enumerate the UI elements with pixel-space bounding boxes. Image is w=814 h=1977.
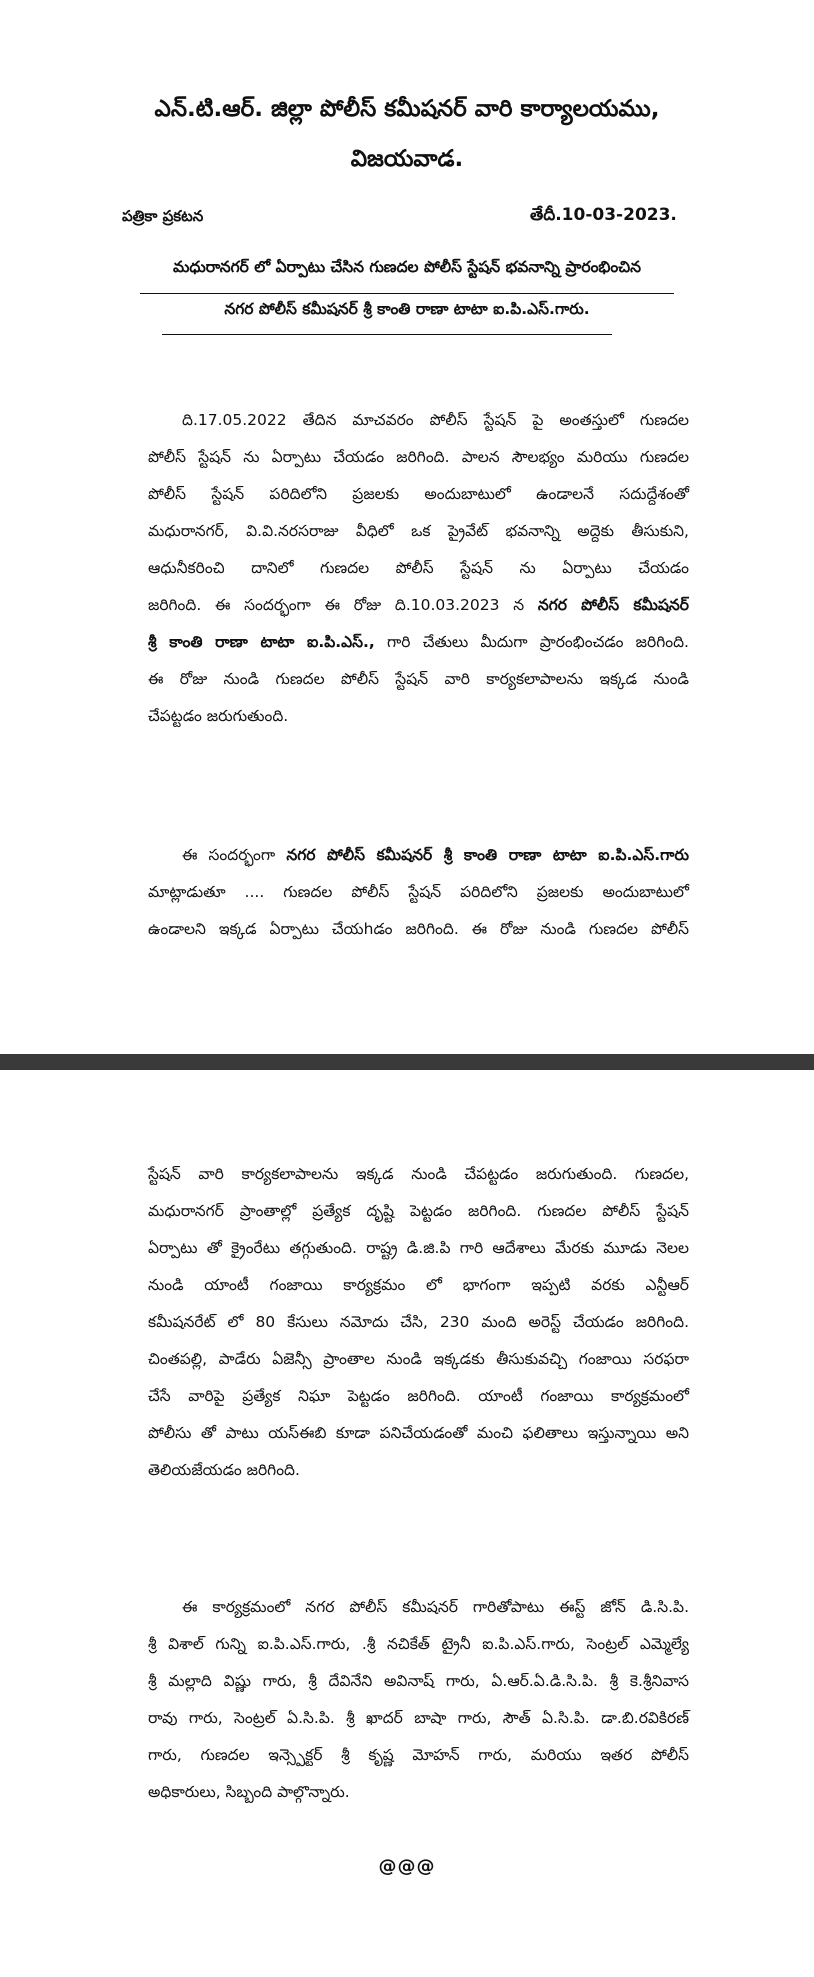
headline-line-2: నగర పోలీస్ కమీషనర్ శ్రీ కాంతి రాణా టాటా ఐ.పి.ఎస్.గారు. <box>224 300 590 318</box>
para1-line-4: మధురానగర్, వి.వి.నరసరాజు వీధిలో ఒక ప్రైవేట్ భవనాన్ని అద్దెకు తీసుకుని, <box>148 522 689 540</box>
headline-underline-2 <box>162 334 612 335</box>
para2-line-3: ఉండాలని ఇక్కడ ఏర్పాటు చేయhడం జరిగింది. ఈ రోజు నుండి గుణదల పోలీస్ <box>148 920 689 938</box>
para3-line-6: చింతపల్లి, పాడేరు ఏజెన్సీ ప్రాంతాల నుండి ఇక్కడకు తీసుకువచ్చి గంజాయి సరఫరా <box>148 1350 689 1368</box>
para4-line-4: రావు గారు, సెంట్రల్ ఏ.సి.పి. శ్రీ ఖాదర్ బాషా గారు, సౌత్ ఏ.సి.పి. డా.బి.రవికిరణ్ <box>148 1709 689 1727</box>
para1-line-2: పోలీస్ స్టేషన్ ను ఏర్పాటు చేయడం జరిగింది. పాలన సౌలభ్యం మరియు గుణదల <box>148 448 689 466</box>
para1-line-1: ది.17.05.2022 తేదిన మాచవరం పోలీస్ స్టేషన్ పై అంతస్తులో గుణదల <box>182 411 689 429</box>
release-date: తేదీ.10-03-2023. <box>530 205 677 225</box>
para1-line-5: ఆధునీకరించి దానిలో గుణదల పోలీస్ స్టేషన్ ను ఏర్పాటు చేయడం <box>148 559 689 577</box>
para1-line-6 <box>148 588 689 622</box>
para4-line-6: అధికారులు, సిబ్బంది పాల్గొన్నారు. <box>148 1783 350 1801</box>
para3-line-9: తెలియజేయడం జరిగింది. <box>148 1461 300 1479</box>
office-city: విజయవాడ. <box>350 146 464 172</box>
para3-line-2: మధురానగర్ ప్రాంతాల్లో ప్రత్యేక దృష్టి పెట్టడం జరిగింది. గుణదల పోలీస్ స్టేషన్ <box>148 1202 689 1220</box>
para3-line-8: పోలీసు తో పాటు యస్ఈబి కూడా పనిచేయడంతో మంచి ఫలితాలు ఇస్తున్నాయి అని <box>148 1424 689 1442</box>
para2-line-1-text: ఈ సందర్భంగా <box>182 846 276 864</box>
para1-line-7 <box>148 625 689 659</box>
commissioner-title: నగర పోలీస్ కమీషనర్ <box>537 596 689 614</box>
closing-mark: @@@ <box>378 1856 436 1877</box>
headline-underline-1 <box>140 293 674 294</box>
para3-line-7: చేసే వారిపై ప్రత్యేక నిఘా పెట్టడం జరిగింది. యాంటీ గంజాయి కార్యక్రమంలో <box>148 1387 689 1405</box>
headline-line-1: మధురానగర్ లో ఏర్పాటు చేసిన గుణదల పోలీస్ స్టేషన్ భవనాన్ని ప్రారంభించిన <box>173 258 641 276</box>
para3-line-3: ఏర్పాటు తో క్రైంరేటు తగ్గుతుంది. రాష్ట్ర డి.జి.పి గారి ఆదేశాలు మేరకు మూడు నెలల <box>148 1239 689 1257</box>
page-separator <box>0 1054 814 1070</box>
para1-line-7-text: గారి చేతులు మీదుగా ప్రారంభించడం జరిగింది. <box>387 633 689 651</box>
office-title: ఎన్.టి.ఆర్. జిల్లా పోలీస్ కమీషనర్ వారి కార్యాలయము, <box>154 96 660 122</box>
para2-line-2: మాట్లాడుతూ .... గుణదల పోలీస్ స్టేషన్ పరిదిలోని ప్రజలకు అందుబాటులో <box>148 883 689 901</box>
para4-line-5: గారు, గుణదల ఇన్స్పెక్టర్ శ్రీ కృష్ణ మోహన్ గారు, మరియు ఇతర పోలీస్ <box>148 1746 689 1764</box>
para4-line-1: ఈ కార్యక్రమంలో నగర పోలీస్ కమీషనర్ గారితోపాటు ఈస్ట్ జోన్ డి.సి.పి. <box>182 1598 689 1616</box>
para3-line-4: నుండి యాంటీ గంజాయి కార్యక్రమం లో భాగంగా ఇప్పటి వరకు ఎన్టీఆర్ <box>148 1276 689 1294</box>
para1-line-8: ఈ రోజు నుండి గుణదల పోలీస్ స్టేషన్ వారి కార్యకలాపాలను ఇక్కడ నుండి <box>148 670 689 688</box>
para1-line-6-text: జరిగింది. ఈ సందర్భంగా ఈ రోజు ది.10.03.2023 న <box>148 596 525 614</box>
document-page-2 <box>0 1070 814 1977</box>
para4-line-2: శ్రీ విశాల్ గున్ని ఐ.పి.ఎస్.గారు, .శ్రీ నచికేత్ ట్రైనీ ఐ.పి.ఎస్.గారు, సెంట్రల్ ఎమ్మెల్యే <box>148 1635 689 1653</box>
commissioner-full-title: నగర పోలీస్ కమీషనర్ శ్రీ కాంతి రాణా టాటా ఐ.పి.ఎస్.గారు <box>286 846 689 864</box>
para3-line-5: కమీషనరేట్ లో 80 కేసులు నమోదు చేసి, 230 మంది అరెస్ట్ చేయడం జరిగింది. <box>148 1313 689 1331</box>
commissioner-name: శ్రీ కాంతి రాణా టాటా ఐ.పి.ఎస్., <box>148 633 375 651</box>
para4-line-3: శ్రీ మల్లాది విష్ణు గారు, శ్రీ దేవినేని అవినాష్ గారు, ఏ.ఆర్.ఏ.డి.సి.పి. శ్రీ కె.శ్రీనివాస <box>148 1672 689 1690</box>
para1-line-9: చేపట్టడం జరుగుతుంది. <box>148 707 289 725</box>
para3-line-1: స్టేషన్ వారి కార్యకలాపాలను ఇక్కడ నుండి చేపట్టడం జరుగుతుంది. గుణదల, <box>148 1165 689 1183</box>
para1-line-3: పోలీస్ స్టేషన్ పరిదిలోని ప్రజలకు అందుబాటులో ఉండాలనే సదుద్దేశంతో <box>148 485 689 503</box>
para2-line-1 <box>182 838 689 872</box>
press-release-label: పత్రికా ప్రకటన <box>122 207 204 225</box>
